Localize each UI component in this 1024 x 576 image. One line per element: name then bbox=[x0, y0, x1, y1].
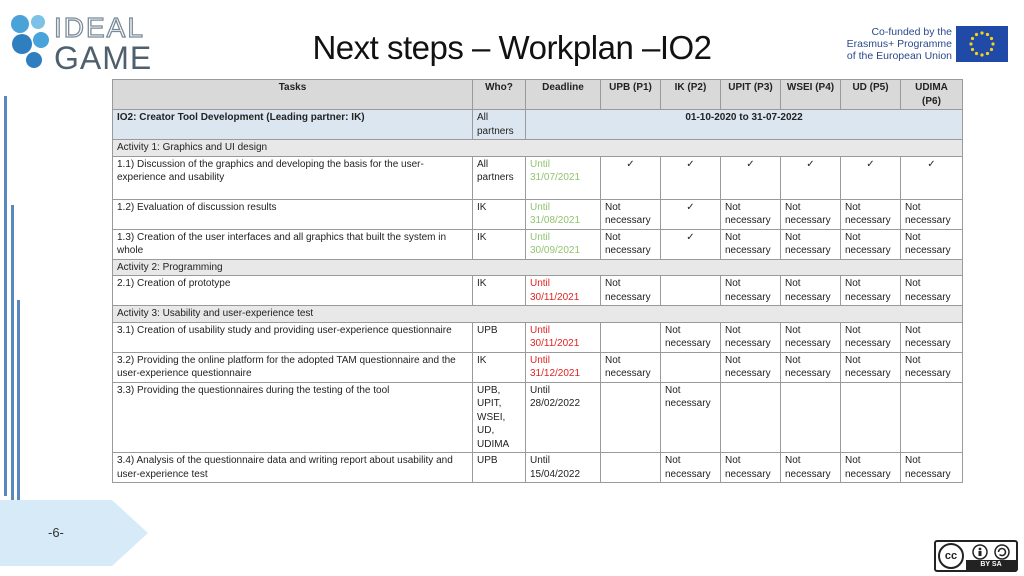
cell-udima bbox=[901, 382, 963, 453]
cell-upit: Not necessary bbox=[721, 352, 781, 382]
deadline-3-2: Until 31/12/2021 bbox=[526, 352, 601, 382]
page-number: -6- bbox=[48, 525, 64, 540]
cell-ud: Not necessary bbox=[841, 276, 901, 306]
cell-wsei: Not necessary bbox=[781, 453, 841, 483]
table-row bbox=[113, 229, 963, 259]
table-row bbox=[113, 199, 963, 229]
cell-upb: Not necessary bbox=[601, 199, 661, 229]
cell-upit: Not necessary bbox=[721, 276, 781, 306]
decor-bar-3 bbox=[17, 300, 20, 500]
cell-ud: Not necessary bbox=[841, 352, 901, 382]
col-header-upb: UPB (P1) bbox=[601, 80, 661, 110]
check-icon: ✓ bbox=[781, 156, 841, 199]
cell-wsei: Not necessary bbox=[781, 199, 841, 229]
deadline-3-3: Until 28/02/2022 bbox=[526, 382, 601, 453]
cell-udima: Not necessary bbox=[901, 199, 963, 229]
cell-upit: Not necessary bbox=[721, 322, 781, 352]
cell-upit bbox=[721, 382, 781, 453]
cell-ud: Not necessary bbox=[841, 453, 901, 483]
deadline-2-1: Until 30/11/2021 bbox=[526, 276, 601, 306]
cell-upb: Not necessary bbox=[601, 276, 661, 306]
activity-row bbox=[113, 140, 963, 157]
activity-row bbox=[113, 259, 963, 276]
task-3-2: 3.2) Providing the online platform for the adopted TAM questionnaire and the user-experience questionnaire bbox=[113, 352, 473, 382]
cell-wsei: Not necessary bbox=[781, 276, 841, 306]
who-1-1: All partners bbox=[473, 156, 526, 199]
cell-upb: Not necessary bbox=[601, 352, 661, 382]
cell-ik: Not necessary bbox=[661, 382, 721, 453]
cell-udima: Not necessary bbox=[901, 352, 963, 382]
license-label: BY SA bbox=[980, 561, 1002, 568]
col-header-tasks: Tasks bbox=[113, 80, 473, 110]
cell-ik bbox=[661, 276, 721, 306]
task-3-3: 3.3) Providing the questionnaires during the testing of the tool bbox=[113, 382, 473, 453]
who-3-4: UPB bbox=[473, 453, 526, 483]
cell-udima: Not necessary bbox=[901, 453, 963, 483]
eu-line-3: of the European Union bbox=[846, 50, 952, 62]
logo-text-game: GAME bbox=[54, 40, 153, 76]
col-header-ik: IK (P2) bbox=[661, 80, 721, 110]
activity-row bbox=[113, 306, 963, 323]
cell-upb bbox=[601, 322, 661, 352]
cell-ik bbox=[661, 352, 721, 382]
task-2-1: 2.1) Creation of prototype bbox=[113, 276, 473, 306]
col-header-upit: UPIT (P3) bbox=[721, 80, 781, 110]
page-number-arrow bbox=[0, 500, 148, 566]
io2-period: 01-10-2020 to 31-07-2022 bbox=[526, 110, 963, 140]
io2-task: IO2: Creator Tool Development (Leading partner: IK) bbox=[113, 110, 473, 140]
cc-icon: cc bbox=[938, 543, 964, 569]
deadline-1-2: Until 31/08/2021 bbox=[526, 199, 601, 229]
who-1-2: IK bbox=[473, 199, 526, 229]
deadline-1-1: Until 31/07/2021 bbox=[526, 156, 601, 199]
cell-upit: Not necessary bbox=[721, 229, 781, 259]
task-1-3: 1.3) Creation of the user interfaces and all graphics that built the system in whole bbox=[113, 229, 473, 259]
task-1-1: 1.1) Discussion of the graphics and developing the basis for the user-experience and usability bbox=[113, 156, 473, 199]
task-1-2: 1.2) Evaluation of discussion results bbox=[113, 199, 473, 229]
table-row bbox=[113, 322, 963, 352]
col-header-udima: UDIMA (P6) bbox=[901, 80, 963, 110]
cc-by-sa-license-icon bbox=[934, 540, 1018, 572]
task-3-4: 3.4) Analysis of the questionnaire data and writing report about usability and user-experience test bbox=[113, 453, 473, 483]
check-icon: ✓ bbox=[661, 229, 721, 259]
io2-row bbox=[113, 110, 963, 140]
table-row bbox=[113, 352, 963, 382]
who-3-2: IK bbox=[473, 352, 526, 382]
col-header-ud: UD (P5) bbox=[841, 80, 901, 110]
table-row bbox=[113, 156, 963, 199]
cell-ud: Not necessary bbox=[841, 322, 901, 352]
cell-udima: Not necessary bbox=[901, 322, 963, 352]
eu-flag-icon bbox=[956, 26, 1008, 62]
who-3-3: UPB, UPIT, WSEI, UD, UDIMA bbox=[473, 382, 526, 453]
deadline-3-4: Until 15/04/2022 bbox=[526, 453, 601, 483]
table-row bbox=[113, 382, 963, 453]
check-icon: ✓ bbox=[601, 156, 661, 199]
cell-udima: Not necessary bbox=[901, 229, 963, 259]
table-row bbox=[113, 453, 963, 483]
col-header-who: Who? bbox=[473, 80, 526, 110]
eu-funding-text bbox=[840, 26, 952, 62]
logo-text-ideal: IDEAL bbox=[54, 12, 145, 43]
cell-wsei: Not necessary bbox=[781, 322, 841, 352]
deadline-1-3: Until 30/09/2021 bbox=[526, 229, 601, 259]
col-header-deadline: Deadline bbox=[526, 80, 601, 110]
activity-2-label: Activity 2: Programming bbox=[113, 259, 963, 276]
by-sa-icons bbox=[968, 544, 1016, 560]
check-icon: ✓ bbox=[661, 156, 721, 199]
activity-3-label: Activity 3: Usability and user-experience test bbox=[113, 306, 963, 323]
who-1-3: IK bbox=[473, 229, 526, 259]
decor-bar-1 bbox=[4, 96, 7, 496]
workplan-table bbox=[112, 79, 963, 483]
page-title: Next steps – Workplan –IO2 bbox=[312, 29, 712, 66]
cell-upb bbox=[601, 382, 661, 453]
who-2-1: IK bbox=[473, 276, 526, 306]
activity-1-label: Activity 1: Graphics and UI design bbox=[113, 140, 963, 157]
eu-line-2: Erasmus+ Programme bbox=[846, 38, 952, 50]
table-row bbox=[113, 276, 963, 306]
cell-udima: Not necessary bbox=[901, 276, 963, 306]
decor-bar-2 bbox=[11, 205, 14, 500]
cell-upit: Not necessary bbox=[721, 199, 781, 229]
cell-wsei bbox=[781, 382, 841, 453]
cell-ud: Not necessary bbox=[841, 229, 901, 259]
cell-upb bbox=[601, 453, 661, 483]
deadline-3-1: Until 30/11/2021 bbox=[526, 322, 601, 352]
cell-ud: Not necessary bbox=[841, 199, 901, 229]
io2-who: All partners bbox=[473, 110, 526, 140]
check-icon: ✓ bbox=[901, 156, 963, 199]
who-3-1: UPB bbox=[473, 322, 526, 352]
table-header-row bbox=[113, 80, 963, 110]
cell-wsei: Not necessary bbox=[781, 352, 841, 382]
check-icon: ✓ bbox=[661, 199, 721, 229]
cell-ik: Not necessary bbox=[661, 322, 721, 352]
task-3-1: 3.1) Creation of usability study and providing user-experience questionnaire bbox=[113, 322, 473, 352]
cell-upb: Not necessary bbox=[601, 229, 661, 259]
col-header-wsei: WSEI (P4) bbox=[781, 80, 841, 110]
check-icon: ✓ bbox=[841, 156, 901, 199]
eu-line-1: Co-funded by the bbox=[871, 26, 952, 38]
cell-wsei: Not necessary bbox=[781, 229, 841, 259]
cell-ik: Not necessary bbox=[661, 453, 721, 483]
cell-ud bbox=[841, 382, 901, 453]
cell-upit: Not necessary bbox=[721, 453, 781, 483]
check-icon: ✓ bbox=[721, 156, 781, 199]
